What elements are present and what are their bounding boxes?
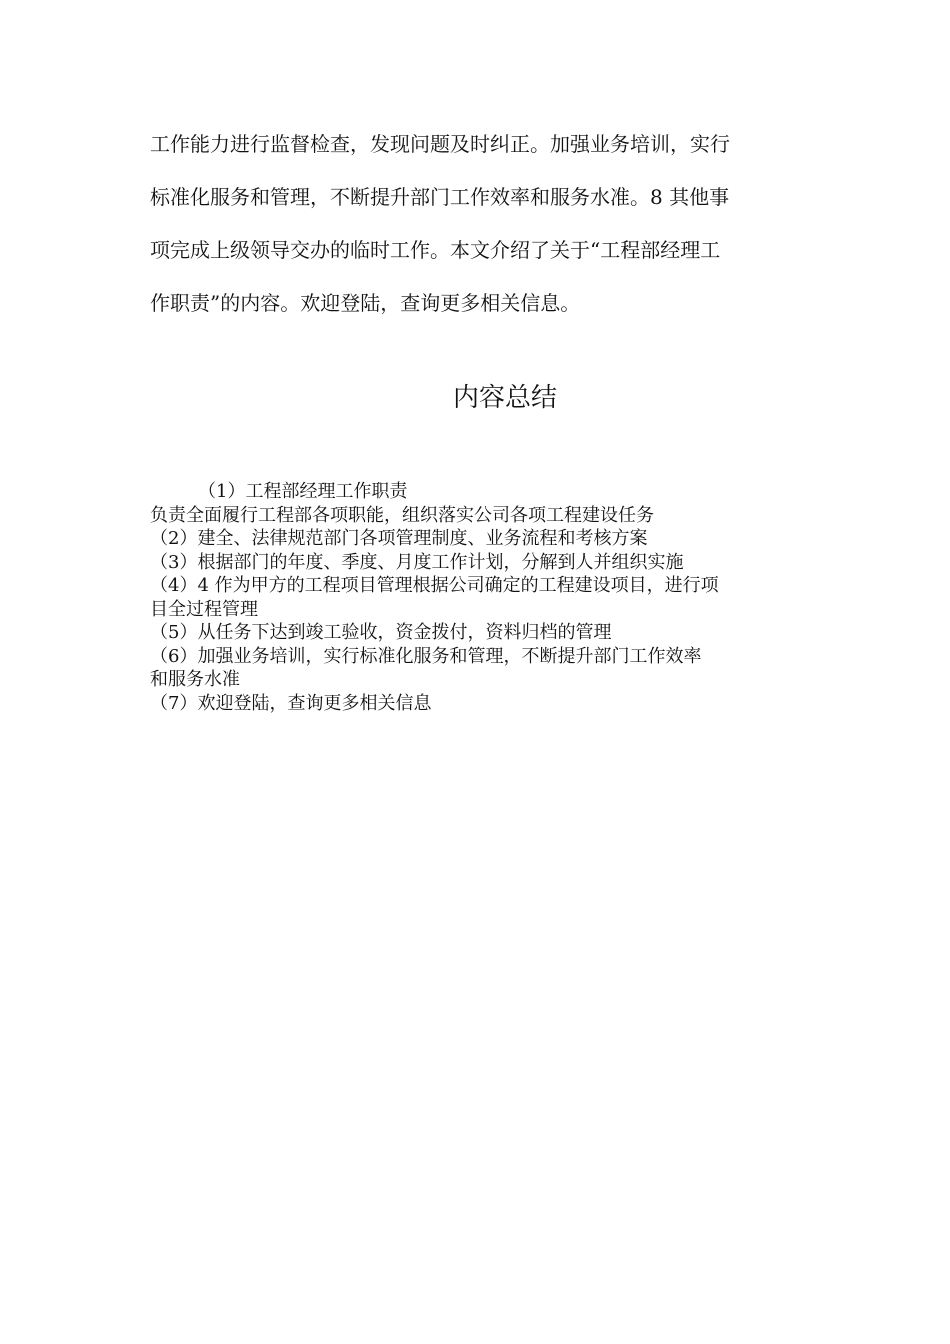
summary-line: （2）建全、法律规范部门各项管理制度、业务流程和考核方案 <box>150 528 648 549</box>
summary-line: 负责全面履行工程部各项职能，组织落实公司各项工程建设任务 <box>150 504 654 526</box>
summary-line: （3）根据部门的年度、季度、月度工作计划，分解到人并组织实施 <box>150 551 684 573</box>
summary-line: （1）工程部经理工作职责 <box>198 481 408 502</box>
summary-line: 目全过程管理 <box>150 598 258 620</box>
summary-list <box>150 480 810 715</box>
summary-line: （7）欢迎登陆，查询更多相关信息 <box>150 692 432 714</box>
summary-line: 和服务水准 <box>150 669 240 690</box>
body-paragraph <box>150 118 805 330</box>
summary-heading: 内容总结 <box>452 383 557 413</box>
summary-line: （6）加强业务培训，实行标准化服务和管理，不断提升部门工作效率 <box>150 645 702 667</box>
summary-line: （4）4 作为甲方的工程项目管理根据公司确定的工程建设项目，进行项 <box>150 575 719 596</box>
body-line: 标准化服务和管理，不断提升部门工作效率和服务水准。8 其他事 <box>150 185 730 209</box>
summary-line: （5）从任务下达到竣工验收，资金拨付，资料归档的管理 <box>150 622 612 643</box>
body-line: 项完成上级领导交办的临时工作。本文介绍了关于“工程部经理工 <box>150 238 721 262</box>
body-line: 工作能力进行监督检查，发现问题及时纠正。加强业务培训，实行 <box>150 132 730 156</box>
body-line: 作职责”的内容。欢迎登陆，查询更多相关信息。 <box>150 291 581 315</box>
